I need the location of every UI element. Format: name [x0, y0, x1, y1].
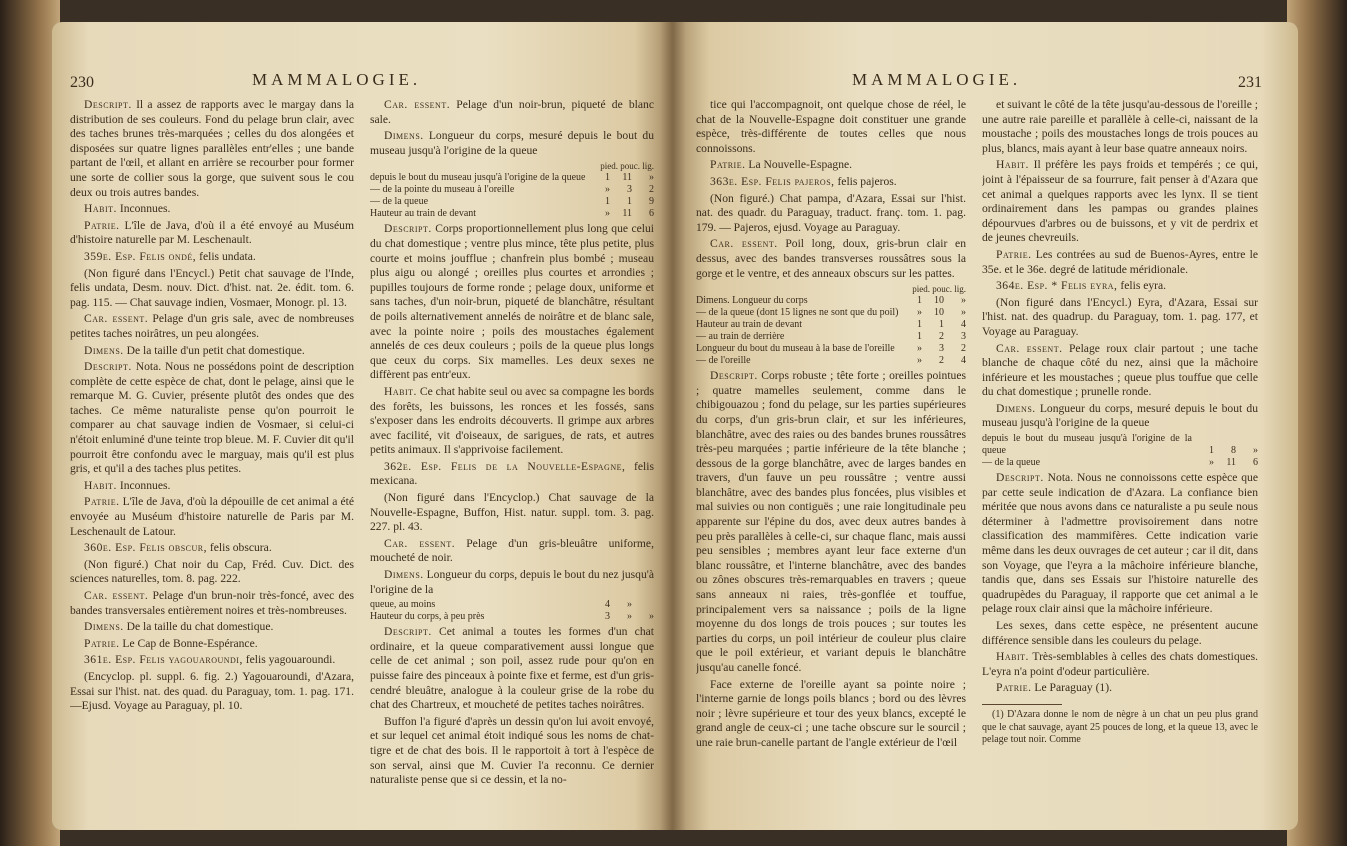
- section-label: Descript.: [710, 369, 758, 383]
- right-column-1: [696, 98, 966, 818]
- left-column-1: [70, 98, 354, 818]
- paragraph-text: felis pajeros.: [834, 174, 897, 188]
- dimension-value: 11: [622, 208, 632, 220]
- dimension-value: 4: [605, 599, 610, 611]
- section-label: Habit.: [996, 650, 1029, 664]
- dimension-row: [370, 196, 654, 208]
- left-page: [52, 22, 672, 830]
- dimension-value: 1: [1209, 445, 1214, 457]
- section-label: Descript.: [996, 471, 1044, 485]
- dimension-label: Longueur du bout du museau à la base de l'oreille: [696, 343, 895, 355]
- paragraph-text: Le Cap de Bonne-Espérance.: [119, 636, 258, 650]
- dimension-row: [696, 307, 966, 319]
- dimension-label: Hauteur au train de devant: [370, 208, 477, 220]
- section-label: Patrie.: [996, 681, 1032, 695]
- paragraph-text: felis eyra.: [1117, 279, 1167, 293]
- paragraph-text: De la taille d'un petit chat domestique.: [123, 343, 305, 357]
- section-label: 359e. Esp. Felis ondé,: [84, 249, 197, 263]
- dimension-row: [370, 611, 654, 623]
- paragraph-text: La Nouvelle-Espagne.: [745, 158, 853, 172]
- section-label: Patrie.: [710, 158, 746, 172]
- paragraph: [70, 541, 354, 556]
- dimension-value: 6: [1253, 457, 1258, 469]
- paragraph: [70, 219, 354, 248]
- paragraph: [982, 98, 1258, 156]
- paragraph: [70, 479, 354, 494]
- dimension-label: Dimens. Longueur du corps: [696, 295, 808, 307]
- dimension-label: depuis le bout du museau jusqu'à l'origine de la queue: [370, 172, 586, 184]
- paragraph: [982, 248, 1258, 277]
- paragraph-text: Inconnues.: [116, 202, 171, 216]
- section-label: Car. essent.: [384, 98, 451, 111]
- paragraph-text: Nota. Nous ne connoissons cette espèce que par cette seule indication de d'Azara. La confiance bien méritée que nous avons dans ce naturaliste a pu seule nous déterminer à l'admettre provisoirement dans notre classification des mammifères. Cette indication varie même dans les deux ouvrages de cet auteur ; car il dit, dans son Voyage, que l'eyra a la mâchoire inférieure blanche, tandis que, dans ses Essais sur l'histoire naturelle des quadrupèdes du Paraguay, il rapporte que cet animal a le pelage roux clair ainsi que la mâchoire inférieure.: [982, 471, 1258, 616]
- paragraph-text: Inconnues.: [116, 478, 171, 492]
- dimension-row: [982, 457, 1258, 469]
- paragraph-text: (Non figuré dans l'Encyclop.) Chat sauvage de la Nouvelle-Espagne, Buffon, Hist. natur. suppl. tom. 3. pag. 227. pl. 43.: [370, 491, 654, 534]
- section-label: Patrie.: [84, 218, 120, 232]
- dimension-value: 2: [961, 343, 966, 355]
- dimension-value: »: [649, 611, 654, 623]
- book-gutter: [660, 22, 686, 830]
- dimension-row: [370, 599, 654, 611]
- paragraph: [70, 653, 354, 668]
- dimension-value: »: [961, 307, 966, 319]
- paragraph: [982, 471, 1258, 617]
- section-label: 361e. Esp. Felis yagouaroundi,: [84, 653, 243, 667]
- paragraph-text: Pelage d'un brun-noir très-foncé, avec des bandes transversales entièrement noires et très-nombreuses.: [70, 589, 354, 617]
- paragraph-text: Pelage d'un gris-bleuâtre uniforme, moucheté de noir.: [370, 536, 654, 565]
- paragraph: [370, 715, 654, 788]
- paragraph: [70, 620, 354, 635]
- paragraph-text: Pelage roux clair partout ; une tache blanche de chaque côté du nez, ainsi que la mâchoire inférieure et les moustaches ; queue plus touffue que celle du chat domestique ; prunelle ronde.: [982, 341, 1258, 399]
- dimension-label: — de la queue: [982, 457, 1041, 469]
- section-label: Habit.: [384, 384, 417, 398]
- dims-units-header: pied. pouc. lig.: [600, 161, 654, 172]
- paragraph: [70, 670, 354, 714]
- paragraph: [982, 158, 1258, 246]
- section-label: Car. essent.: [384, 536, 456, 550]
- dimensions-table-pajeros: [696, 283, 966, 367]
- dimension-value: 6: [649, 208, 654, 220]
- paragraph-text: Le Paraguay (1).: [1031, 681, 1112, 695]
- dimension-value: 2: [939, 331, 944, 343]
- page-number-right: 231: [1238, 74, 1262, 91]
- paragraph-text: felis undata.: [196, 249, 256, 263]
- section-label: Patrie.: [84, 636, 120, 650]
- paragraph-text: Les sexes, dans cette espèce, ne présentent aucune différence sensible dans les couleurs du pelage.: [982, 619, 1258, 647]
- footnote-rule: [982, 704, 1062, 705]
- paragraph-text: felis mexicana.: [370, 459, 654, 488]
- dimension-value: 11: [622, 172, 632, 184]
- dimension-value: 3: [939, 343, 944, 355]
- dimension-label: — de la queue (dont 15 lignes ne sont que du poil): [696, 307, 899, 319]
- dimension-label: Hauteur au train de devant: [696, 319, 803, 331]
- paragraph: [70, 558, 354, 587]
- dimension-value: »: [917, 307, 922, 319]
- section-label: 360e. Esp. Felis obscur,: [84, 541, 207, 555]
- section-label: Car. essent.: [996, 341, 1063, 355]
- dimension-value: 4: [961, 355, 966, 367]
- section-label: Car. essent.: [710, 237, 778, 251]
- dimension-value: 2: [649, 184, 654, 196]
- paragraph: [370, 98, 654, 127]
- paragraph-text: L'île de Java, d'où il a été envoyé au Muséum d'histoire naturelle par M. Leschenault.: [70, 218, 354, 247]
- paragraph: [370, 568, 654, 597]
- paragraph: [70, 202, 354, 217]
- dimension-value: 1: [627, 196, 632, 208]
- paragraph-text: Poil long, doux, gris-brun clair en dessus, avec des bandes transverses roussâtres sous la gorge et le ventre, et des anneaux obscurs sur les pattes.: [696, 237, 966, 280]
- section-label: Descript.: [384, 625, 432, 639]
- section-label: Dimens.: [996, 401, 1036, 415]
- dimension-value: »: [917, 343, 922, 355]
- paragraph: [370, 129, 654, 158]
- dimension-row: [370, 172, 654, 184]
- dimension-row: [696, 295, 966, 307]
- dimension-row: [370, 184, 654, 196]
- dimension-label: depuis le bout du museau jusqu'à l'origine de la queue: [982, 433, 1192, 457]
- paragraph-text: Nota. Nous ne possédons point de description complète de cette espèce de chat, dont le pelage, ainsi que le remarque M. G. Cuvier, présente plutôt des ondes que des taches. Ce même naturaliste pense qu'on pourroit le comparer au chat sauvage indien de Vosmaer, si celui-ci n'étoit enluminé d'une teinte trop bleue. M. F. Cuvier dit qu'il pourroit être confondu avec le marguay, mais qu'il est plus gris, et qu'il a des taches plus petites.: [70, 360, 354, 476]
- dimension-value: »: [961, 295, 966, 307]
- dimension-value: 11: [1226, 457, 1236, 469]
- dimension-value: 10: [934, 307, 944, 319]
- dimension-value: 1: [939, 319, 944, 331]
- dimension-value: 1: [917, 331, 922, 343]
- paragraph: [982, 342, 1258, 400]
- paragraph: [70, 267, 354, 311]
- section-label: Habit.: [84, 478, 117, 492]
- dimension-value: »: [649, 172, 654, 184]
- footnote: (1) D'Azara donne le nom de nègre à un chat un peu plus grand que le chat sauvage, ayant 25 pouces de long, et la queue 13, avec le pelage tout noir. Comme: [982, 708, 1258, 746]
- paragraph-text: Très-semblables à celles des chats domestiques. L'eyra n'a point d'odeur particulière.: [982, 650, 1258, 678]
- paragraph-text: Il préfère les pays froids et tempérés ; ce qui, joint à l'épaisseur de sa fourrure, fait penser à d'Azara que cet animal a quelques rapports avec les lynx. Il se tient ordinairement dans les pampas ou grandes plaines dépourvues d'arbres ou de buissons, et y vit de perdrix et de jeunes chevreuils.: [982, 158, 1258, 245]
- dimensions-table-mexicana: [370, 599, 654, 623]
- section-label: Descript.: [84, 360, 132, 374]
- paragraph-text: Ce chat habite seul ou avec sa compagne les bords des forêts, les buissons, les ronces et les fossés, sans s'exposer dans les endroits découverts. Il grimpe aux arbres avec facilité, vit d'oiseaux, de sarigues, de rats, et autres petits animaux. Il s'apprivoise facilement.: [370, 384, 654, 457]
- dimensions-table-yagouaroundi: [370, 160, 654, 220]
- section-label: Patrie.: [84, 495, 120, 509]
- dims-units-header: pied. pouc. lig.: [912, 284, 966, 295]
- section-label: Dimens.: [384, 568, 424, 582]
- dimensions-table-eyra: [982, 433, 1258, 469]
- paragraph-text: Corps proportionnellement plus long que celui du chat domestique ; ventre plus mince, tête plus petite, plus courte et moins joufflue ; chanfrein plus bombé ; museau plus aigu ou alongé ; oreilles plus courtes et arrondies ; pupilles toujours de forme ronde ; pelage doux, uniforme et sans taches, d'un noir-brun, piqueté de blanchâtre, résultant de poils alternativement annelés de noirâtre et de blanc sale, avec la pointe noire ; poils des moustaches également annelés de ces deux couleurs ; poils de la queue plus longs que ceux du corps. Six mamelles. Les deux sexes ne diffèrent pas entr'eux.: [370, 222, 654, 382]
- paragraph-text: (Non figuré dans l'Encycl.) Petit chat sauvage de l'Inde, felis undata, Desm. nouv. Dict. d'hist. nat. 2e. édit. tom. 6. pag. 115. — Chat sauvage indien, Vosmaer, Monogr. pl. 13.: [70, 266, 354, 309]
- dimension-value: »: [1209, 457, 1214, 469]
- paragraph-text: et suivant le côté de la tête jusqu'au-dessous de l'oreille ; une autre raie pareille et parallèle à celle-ci, naissant de la moustache ; poils des moustaches longs de trois pouces au plus, blancs, mais ayant à leur base quatre anneaux noirs.: [982, 98, 1258, 155]
- paragraph-text: Corps robuste ; tête forte ; oreilles pointues ; quatre mamelles seulement, comme dans le chibigouazou ; fond du pelage, sur les parties supérieures du corps, d'un gris-brun clair, et sur les inférieures, blanchâtre, avec des raies ou des bandes brunes roussâtres très-peu marquées ; partie inférieure de la tête blanche ; dessous de la gorge blanchâtre, avec de larges bandes en travers, d'un fauve un peu roussâtre ; ventre aussi blanchâtre, avec des bandes plus foncées, plus visibles et mal suivies ou non contiguës ; une raie longitudinale peu apparente sur l'épine du dos, avec deux autres bandes à peu près parallèles à celle-ci, sur chaque flanc, mais aussi peu sensibles ; membres ayant leur face externe d'un blanc roussâtre, et l'interne blanchâtre, avec des bandes ou zônes obscures très-remarquables en travers ; queue sans anneaux ni raies, très-gonflée et touffue, principalement vers sa naissance ; poils de la ligne moyenne du dos longs de trois pouces ; sur toutes les parties du corps, un poil intérieur de couleur plus claire que le poil extérieur, et variant depuis le blanchâtre jusqu'au canelle foncé.: [696, 369, 966, 674]
- dimension-row: [370, 208, 654, 220]
- paragraph-text: felis obscura.: [207, 541, 272, 555]
- section-label: Habit.: [996, 158, 1029, 172]
- paragraph-text: Longueur du corps, mesuré depuis le bout du museau jusqu'à l'origine de la queue: [982, 401, 1258, 430]
- dimension-value: 3: [605, 611, 610, 623]
- paragraph-text: (Non figuré dans l'Encycl.) Eyra, d'Azara, Essai sur l'hist. nat. des quadrup. du Paraguay, tom. 1. pag. 177, et Voyage au Paraguay.: [982, 295, 1258, 338]
- paragraph: [696, 678, 966, 751]
- paragraph: [70, 312, 354, 341]
- paragraph: [370, 385, 654, 458]
- paragraph: [696, 175, 966, 190]
- paragraph-text: Les contrées au sud de Buenos-Ayres, entre le 35e. et le 36e. degré de latitude méridionale.: [982, 247, 1258, 276]
- paragraph: [696, 237, 966, 281]
- dimension-value: 1: [917, 295, 922, 307]
- paragraph: [70, 250, 354, 265]
- section-label: Dimens.: [384, 129, 424, 143]
- section-label: 363e. Esp. Felis pajeros,: [710, 174, 835, 188]
- paragraph-text: Pelage d'un gris sale, avec de nombreuses petites taches noirâtres, un peu alongées.: [70, 312, 354, 340]
- dimension-value: 3: [627, 184, 632, 196]
- paragraph-text: De la taille du chat domestique.: [123, 620, 274, 634]
- dimension-value: 3: [961, 331, 966, 343]
- paragraph: [370, 460, 654, 489]
- paragraph: [370, 625, 654, 713]
- dimension-value: [632, 599, 654, 611]
- paragraph-text: Face externe de l'oreille ayant sa pointe noire ; l'interne garnie de longs poils blancs ; bord ou des lèvres noir ; lèvre supérieure et tour des yeux blancs, excepté le grand angle de ceux-ci ; une tache obscure sur le sourcil ; une raie brun-canelle partant de l'angle extérieur de l'œil: [696, 677, 966, 749]
- paragraph-text: Cet animal a toutes les formes d'un chat ordinaire, et la queue comparativement aussi longue que celle de cet animal ; son poil, assez rude pour qu'on en puisse faire des pinceaux à pointe fixe et ferme, est d'un gris-cendré bleuâtre, analogue à la couleur grise de la robe du chat des Chartreux, et moucheté de petites taches noirâtres.: [370, 625, 654, 712]
- running-header-right: MAMMALOGIE.: [852, 70, 1022, 89]
- section-label: 362e. Esp. Felis de la Nouvelle-Espagne,: [384, 459, 626, 473]
- paragraph-text: L'île de Java, d'où la dépouille de cet animal a été envoyée au Muséum d'histoire naturelle de Paris par M. Leschenault de Latour.: [70, 495, 354, 538]
- paragraph-text: Il a assez de rapports avec le margay dans la distribution de ses couleurs. Fond du pelage brun clair, avec des taches brunes très-marquées ; celles du dos alongées et disposées sur quatre lignes parallèles entr'elles ; une bande partant de l'œil, et allant en arrière se recourber pour former une sorte de collier sous la gorge, que suivent sous le cou deux ou trois autres bandes.: [70, 98, 354, 199]
- dimension-value: »: [917, 355, 922, 367]
- paragraph: [982, 279, 1258, 294]
- section-label: Car. essent.: [84, 312, 149, 326]
- paragraph: [370, 491, 654, 535]
- section-label: Habit.: [84, 202, 117, 216]
- dimension-value: 2: [939, 355, 944, 367]
- paragraph-text: (Non figuré.) Chat pampa, d'Azara, Essai sur l'hist. nat. des quadr. du Paraguay, traduct. franç. tom. 1. pag. 179. — Pajeros, ejusd. Voyage au Paraguay.: [696, 191, 966, 234]
- dimension-label: — de la queue: [370, 196, 429, 208]
- section-label: Patrie.: [996, 247, 1032, 261]
- dimension-row: [982, 433, 1258, 457]
- dimension-row: [696, 319, 966, 331]
- paragraph: [370, 222, 654, 383]
- paragraph: [982, 402, 1258, 431]
- paragraph: [982, 650, 1258, 679]
- dimension-value: »: [1253, 445, 1258, 457]
- paragraph-text: Longueur du corps, depuis le bout du nez jusqu'à l'origine de la: [370, 568, 654, 596]
- dimension-label: — de l'oreille: [696, 355, 751, 367]
- paragraph: [982, 619, 1258, 648]
- paragraph: [70, 360, 354, 477]
- paragraph-text: Longueur du corps, mesuré depuis le bout du museau jusqu'à l'origine de la queue: [370, 129, 654, 157]
- dimension-value: 1: [605, 196, 610, 208]
- dimension-value: »: [627, 599, 632, 611]
- section-label: Descript.: [384, 222, 432, 236]
- dimension-value: 10: [934, 295, 944, 307]
- paragraph: [696, 369, 966, 675]
- paragraph: [70, 637, 354, 652]
- dimension-value: »: [605, 184, 610, 196]
- page-number-left: 230: [70, 74, 94, 91]
- section-label: Dimens.: [84, 343, 124, 357]
- paragraph: [370, 537, 654, 566]
- left-column-2: [370, 98, 654, 818]
- dimension-value: 8: [1231, 445, 1236, 457]
- paragraph-text: tice qui l'accompagnoit, ont quelque chose de réel, le chat de la Nouvelle-Espagne doit constituer une grande espèce, très-différente de toutes celles que nous connoissons.: [696, 98, 966, 155]
- dimension-label: queue, au moins: [370, 599, 436, 611]
- dimension-row: [696, 343, 966, 355]
- paragraph: [70, 344, 354, 359]
- paragraph: [70, 589, 354, 618]
- dimension-value: 9: [649, 196, 654, 208]
- paragraph: [70, 495, 354, 539]
- dimension-label: — au train de derrière: [696, 331, 785, 343]
- right-page: [672, 22, 1298, 830]
- dimension-value: 1: [917, 319, 922, 331]
- section-label: 364e. Esp. * Felis eyra,: [996, 279, 1118, 293]
- dimension-value: »: [627, 611, 632, 623]
- book-edge-left: [0, 0, 60, 846]
- dimension-label: — de la pointe du museau à l'oreille: [370, 184, 515, 196]
- section-label: Dimens.: [84, 620, 124, 634]
- dimension-label: Hauteur du corps, à peu près: [370, 611, 485, 623]
- paragraph: [982, 681, 1258, 696]
- paragraph-text: Buffon l'a figuré d'après un dessin qu'on lui avoit envoyé, et sur lequel cet animal étoit indiqué sous les noms de chat-tigre et de chat des bois. Il le rapportoit à tort à l'espèce de son serval, ainsi que M. Cuvier l'a reconnu. Ce dernier naturaliste pense que si ce dessin, et la no-: [370, 714, 654, 787]
- dimension-value: 1: [605, 172, 610, 184]
- running-header-left: MAMMALOGIE.: [252, 70, 422, 89]
- dimension-row: [696, 355, 966, 367]
- paragraph: [696, 158, 966, 173]
- section-label: Car. essent.: [84, 589, 149, 602]
- paragraph-text: (Encyclop. pl. suppl. 6. fig. 2.) Yagouaroundi, d'Azara, Essai sur l'hist. nat. des quad. du Paraguay, tom. 1. pag. 171.—Ejusd. Voyage au Paraguay, pl. 10.: [70, 669, 354, 713]
- paragraph-text: (Non figuré.) Chat noir du Cap, Fréd. Cuv. Dict. des sciences naturelles, tom. 8. pag. 222.: [70, 557, 354, 586]
- section-label: Descript.: [84, 98, 132, 111]
- paragraph-text: Pelage d'un noir-brun, piqueté de blanc sale.: [370, 98, 654, 126]
- right-column-2: [982, 98, 1258, 818]
- paragraph: [696, 192, 966, 236]
- dimension-value: »: [605, 208, 610, 220]
- dimension-row: [696, 331, 966, 343]
- paragraph-text: felis yagouaroundi.: [242, 653, 336, 667]
- paragraph: [982, 296, 1258, 340]
- paragraph: [70, 98, 354, 200]
- paragraph: [696, 98, 966, 156]
- dimension-value: 4: [961, 319, 966, 331]
